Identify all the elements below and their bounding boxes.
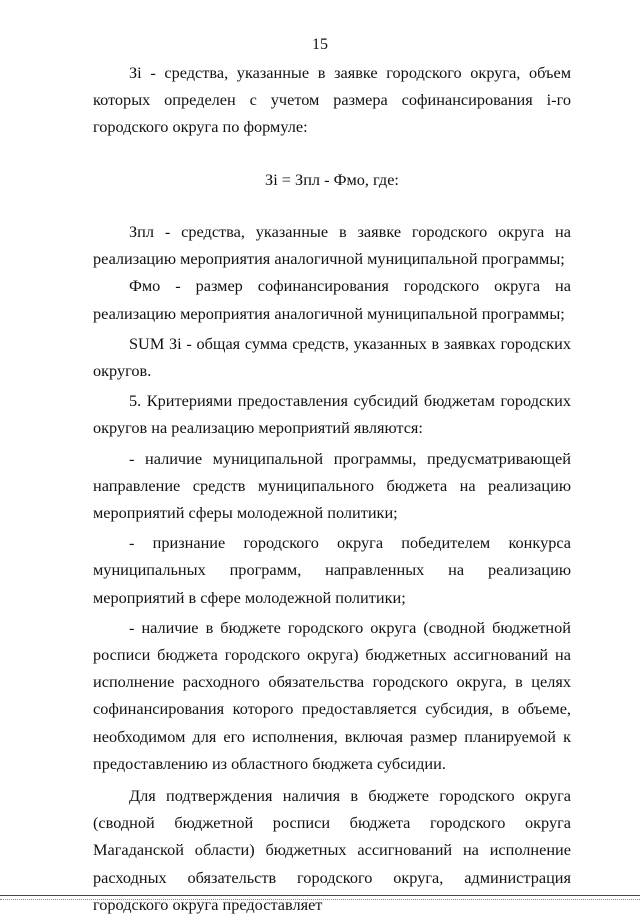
list-item-municipal-program: - наличие муниципальной программы, предусматривающей направление средств муниципального бюджета на реализацию мероприятий сферы молодежной политики; (93, 448, 571, 523)
body-text-2 (93, 218, 571, 918)
paragraph-confirmation: Для подтверждения наличия в бюджете городского округа (сводной бюджетной росписи бюджета городского округа Магаданской области) бюджетных ассигнований на исполнение расходных обязательств городского округа, администрация городского округа предоставляет (93, 786, 571, 914)
list-item-budget-allocations: - наличие в бюджете городского округа (сводной бюджетной росписи бюджета городского округа) бюджетных ассигнований на исполнение расходного обязательства городского округа, в целях софинансирования которого предоставляется субсидия, в объеме, необходимом для его исполнения, включая размер планируемой к предоставлению из областного бюджета субсидии. (93, 617, 571, 773)
paragraph-zpl-definition: Зпл - средства, указанные в заявке городского округа на реализацию мероприятия аналогичной муниципальной программы; (93, 222, 571, 269)
list-item-contest-winner: - признание городского округа победителем конкурса муниципальных программ, направленных на реализацию мероприятий в сфере молодежной политики; (93, 533, 571, 607)
paragraph-criteria-intro: 5. Критериями предоставления субсидий бюджетам городских округов на реализацию мероприятий являются: (93, 391, 571, 438)
body-text (93, 59, 571, 141)
page-number: 15 (312, 36, 328, 53)
paragraph-zi-definition: Зi - средства, указанные в заявке городского округа, объем которых определен с учетом размера софинансирования i-го городского округа по формуле: (93, 63, 571, 137)
paragraph-fmo-definition: Фмо - размер софинансирования городского округа на реализацию мероприятия аналогичной муниципальной программы; (93, 276, 571, 323)
formula-block (93, 166, 571, 193)
paragraph-sum-definition: SUM Зi - общая сумма средств, указанных в заявках городских округов. (93, 333, 571, 381)
bottom-rule (0, 895, 640, 896)
formula: Зi = Зпл - Фмо, где: (265, 170, 399, 189)
bottom-rule-dotted (0, 899, 640, 900)
